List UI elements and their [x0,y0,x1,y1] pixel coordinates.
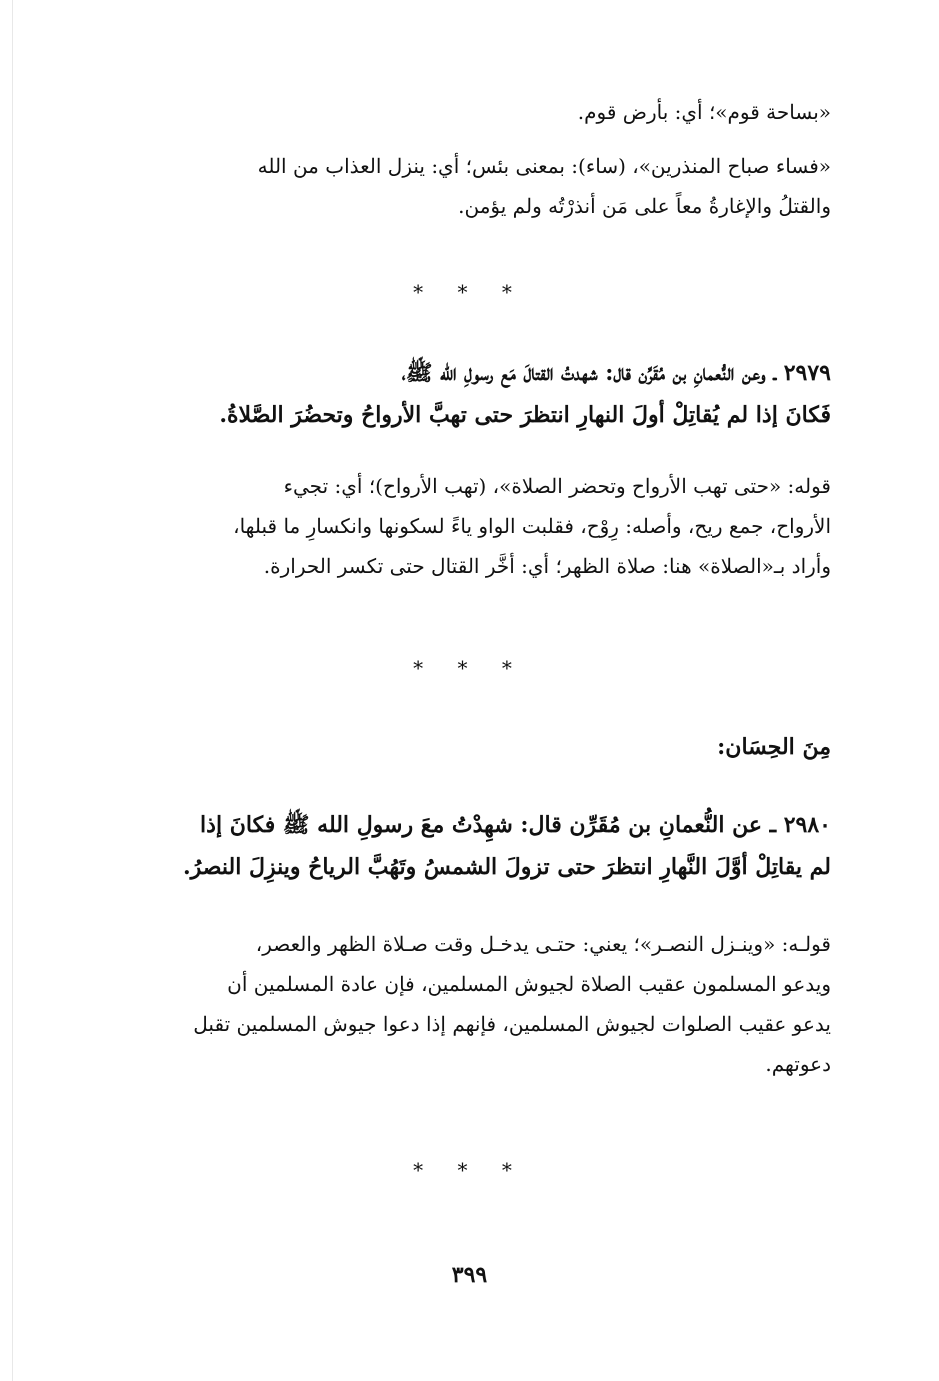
text-line: دعوتهم. [765,1052,831,1076]
text-line: «بساحة قوم»؛ أي: بأرض قوم. [577,100,831,124]
commentary-paragraph [107,466,831,586]
hadith-text [107,352,831,436]
text-line: «فساء صباح المنذرين»، (ساء): بمعنى بئس؛ أي: ينزل العذاب من الله [257,154,831,178]
text-line: ٢٩٧٩ ـ وعن النُّعمانِ بن مُقَرِّن قال: شهدتُ القتالَ مَع رسولِ الله ﷺ، [401,360,831,386]
section-separator: * * * [413,280,526,304]
text-line: يدعو عقيب الصلوات لجيوش المسلمين، فإنهم إذا دعوا جيوش المسلمين تقبل [193,1012,831,1036]
section-heading: مِنَ الحِسَان: [717,734,831,760]
text-line: والقتلُ والإغارةُ معاً على مَن أنذرْتُه ولم يؤمن. [458,194,831,218]
text-line: ويدعو المسلمون عقيب الصلاة لجيوش المسلمين، فإن عادة المسلمين أن [227,972,831,996]
commentary-paragraph [107,146,831,226]
text-line: وأراد بـ«الصلاة» هنا: صلاة الظهر؛ أي: أخَّر القتال حتى تكسر الحرارة. [263,554,831,578]
commentary-paragraph [107,92,831,132]
text-line: قولـه: «وينـزل النصـر»؛ يعني: حتـى يدخـل وقت صـلاة الظهر والعصر، [255,932,831,956]
page-number: ٣٩٩ [451,1262,488,1288]
text-line: لم يقاتِلْ أوَّلَ النَّهارِ انتظرَ حتى تزولَ الشمسُ وتَهُبَّ الرياحُ وينزِلَ النصرُ. [182,854,831,880]
text-line: ٢٩٨٠ ـ عن النُّعمانِ بن مُقَرِّن قال: شهِدْتُ معَ رسولِ الله ﷺ فكانَ إذا [200,812,831,838]
text-line: فَكانَ إذا لم يُقاتِلْ أولَ النهارِ انتظرَ حتى تهبَّ الأرواحُ وتحضُرَ الصَّلاةُ. [219,402,831,428]
commentary-paragraph [107,924,831,1084]
hadith-text [107,804,831,888]
text-line: قوله: «حتى تهب الأرواح وتحضر الصلاة»، (تهب الأرواح)؛ أي: تجيء [283,474,831,498]
section-separator: * * * [413,656,526,680]
section-separator: * * * [413,1158,526,1182]
text-line: الأرواح، جمع ريح، وأصله: رِوْح، فقلبت الواو ياءً لسكونها وانكسارِ ما قبلها، [233,514,831,538]
